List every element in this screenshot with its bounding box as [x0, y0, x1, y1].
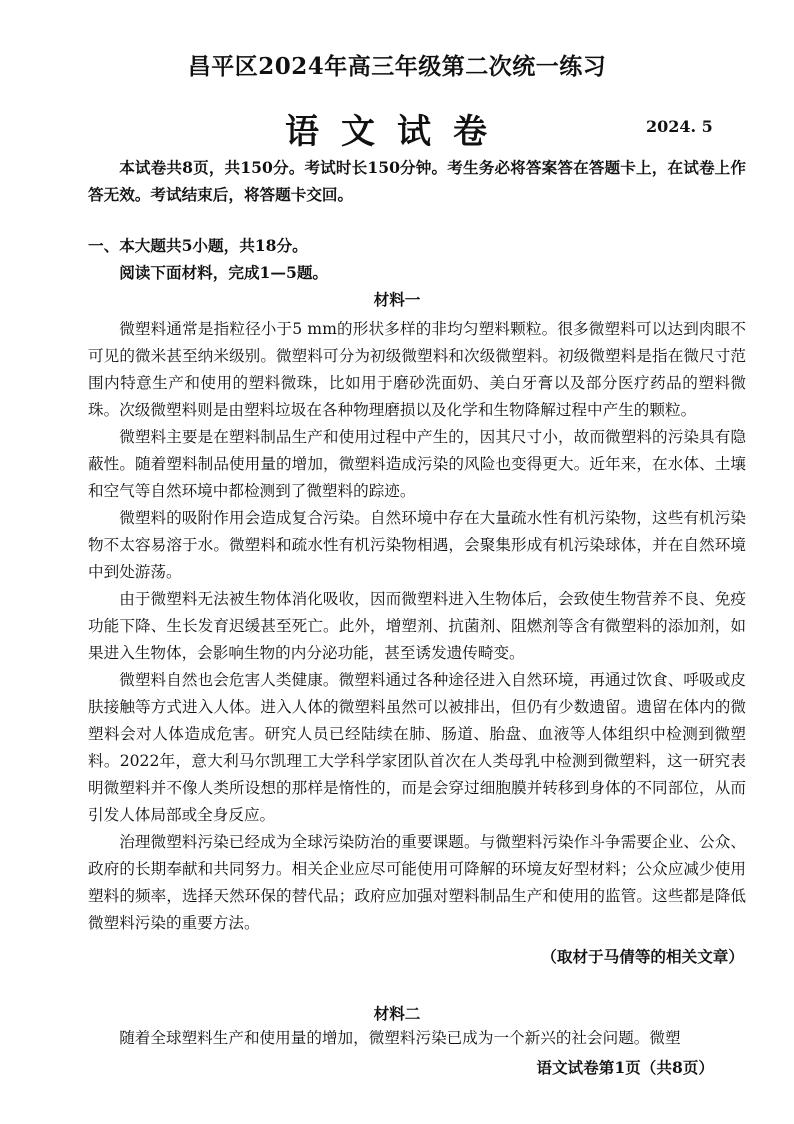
exam-title: 昌平区2024年高三年级第二次统一练习 — [187, 53, 607, 80]
material1-heading: 材料一 — [373, 290, 421, 309]
paragraph: 微塑料自然也会危害人类健康。微塑料通过各种途径进入自然环境，再通过饮食、呼吸或皮肤接触等方式进入人体。进入人体的微塑料虽然可以被排出，但仍有少数遗留。遗留在体内的微塑料会对人体造成危害。研究人员已经陆续在肺、肠道、胎盘、血液等人体组织中检测到微塑料。2022年，意大利马尔凯理工大学科学家团队首次在人类母乳中检测到微塑料，这一研究表明微塑料并不像人类所设想的那样是惰性的，而是会穿过细胞膜并转移到身体的不同部位，从而引发人体局部或全身反应。 — [88, 671, 746, 824]
material2-body — [88, 1025, 746, 1052]
paragraph: 微塑料主要是在塑料制品生产和使用过程中产生的，因其尺寸小，故而微塑料的污染具有隐蔽性。随着塑料制品使用量的增加，微塑料造成污染的风险也变得更大。近年来，在水体、土壤和空气等自然环境中都检测到了微塑料的踪迹。 — [88, 428, 746, 500]
paragraph: 治理微塑料污染已经成为全球污染防治的重要课题。与微塑料污染作斗争需要企业、公众、政府的长期奉献和共同努力。相关企业应尽可能使用可降解的环境友好型材料；公众应减少使用塑料的频率，选择天然环保的替代品；政府应加强对塑料制品生产和使用的监管。这些都是降低微塑料污染的重要方法。 — [88, 833, 746, 932]
material1-body — [88, 316, 746, 937]
instructions-text: 本试卷共8页，共150分。考试时长150分钟。考生务必将答案答在答题卡上，在试卷上作答无效。考试结束后，将答题卡交回。 — [88, 158, 746, 204]
subject-title: 语文试卷 — [285, 112, 509, 152]
page-footer: 语文试卷第1页（共8页） — [536, 1058, 714, 1077]
instructions-block — [88, 154, 746, 208]
exam-date: 2024. 5 — [646, 117, 713, 136]
paragraph: 微塑料的吸附作用会造成复合污染。自然环境中存在大量疏水性有机污染物，这些有机污染物不太容易溶于水。微塑料和疏水性有机污染物相遇，会聚集形成有机污染球体，并在自然环境中到处游荡。 — [88, 509, 746, 581]
paragraph: 微塑料通常是指粒径小于5 mm的形状多样的非均匀塑料颗粒。很多微塑料可以达到肉眼不可见的微米甚至纳米级别。微塑料可分为初级微塑料和次级微塑料。初级微塑料是指在微尺寸范围内特意生产和使用的塑料微珠，比如用于磨砂洗面奶、美白牙膏以及部分医疗药品的塑料微珠。次级微塑料则是由塑料垃圾在各种物理磨损以及化学和生物降解过程中产生的颗粒。 — [88, 320, 746, 419]
reading-prompt: 阅读下面材料，完成1—5题。 — [119, 263, 329, 282]
paragraph: 随着全球塑料生产和使用量的增加，微塑料污染已成为一个新兴的社会问题。微塑 — [119, 1029, 681, 1047]
paragraph: 由于微塑料无法被生物体消化吸收，因而微塑料进入生物体后，会致使生物营养不良、免疫功能下降、生长发育迟缓甚至死亡。此外，增塑剂、抗菌剂、阻燃剂等含有微塑料的添加剂，如果进入生物体，会影响生物的内分泌功能，甚至诱发遗传畸变。 — [88, 590, 746, 662]
section-heading: 一、本大题共5小题，共18分。 — [88, 236, 308, 255]
material1-source: （取材于马倩等的相关文章） — [541, 947, 744, 966]
material2-heading: 材料二 — [373, 1004, 421, 1023]
